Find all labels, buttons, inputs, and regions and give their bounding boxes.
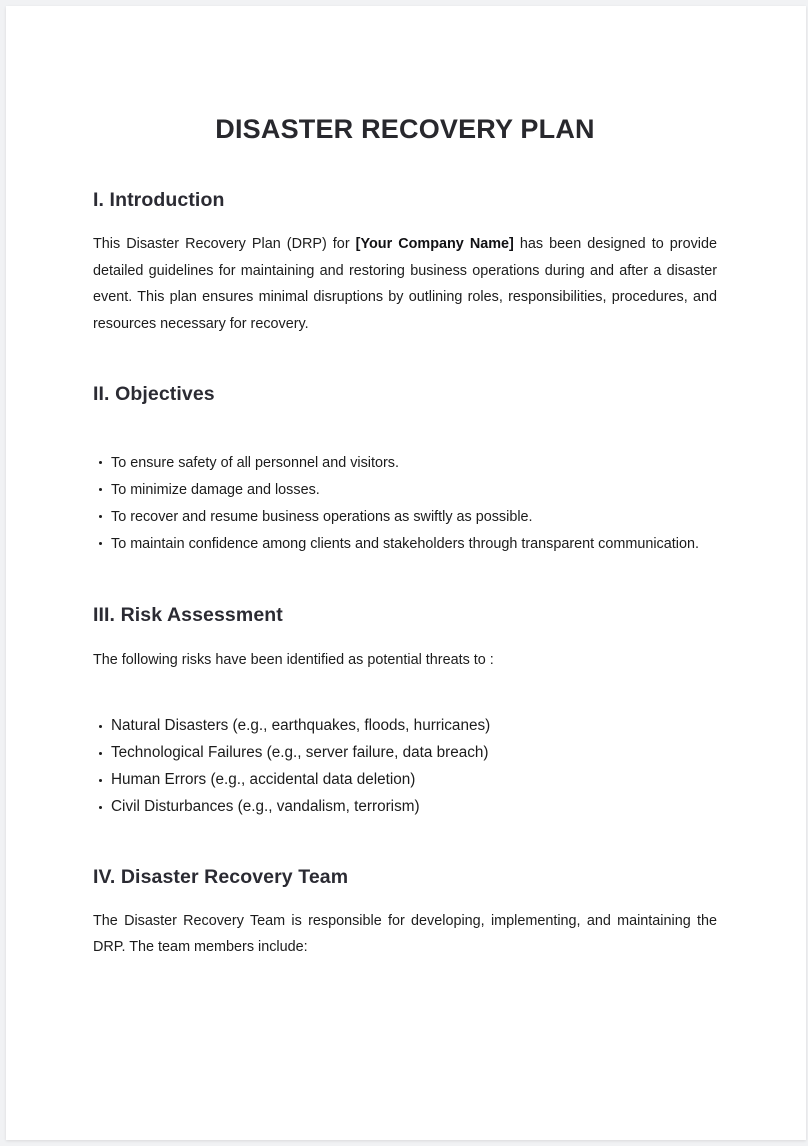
company-name-placeholder: [Your Company Name] (355, 236, 514, 252)
section-heading-risk-assessment: III. Risk Assessment (93, 603, 283, 626)
list-item: To minimize damage and losses. (93, 477, 717, 504)
section-objectives (93, 381, 717, 558)
introduction-paragraph-suffix: has been designed to provide detailed guidelines for maintaining and restoring business operations during and after a disaster event. This plan ensures minimal disruptions by outlining roles, responsibilities, procedures, and resources necessary for recovery. (93, 236, 717, 332)
list-item: Technological Failures (e.g., server failure, data breach) (93, 740, 717, 767)
introduction-paragraph (93, 231, 717, 337)
introduction-paragraph-prefix: This Disaster Recovery Plan (DRP) for (93, 236, 356, 252)
section-heading-disaster-recovery-team: IV. Disaster Recovery Team (93, 865, 349, 888)
objectives-list (93, 450, 717, 558)
section-introduction (93, 187, 717, 337)
list-item: To maintain confidence among clients and stakeholders through transparent communication. (93, 531, 717, 558)
page-title: DISASTER RECOVERY PLAN (215, 114, 595, 144)
risk-list (93, 713, 717, 821)
document-page (6, 6, 806, 1140)
section-heading-introduction: I. Introduction (93, 189, 225, 211)
risk-assessment-intro: The following risks have been identified as potential threats to : (93, 651, 494, 668)
list-item: Natural Disasters (e.g., earthquakes, floods, hurricanes) (93, 713, 717, 740)
list-item: Human Errors (e.g., accidental data deletion) (93, 767, 717, 794)
list-item: Civil Disturbances (e.g., vandalism, terrorism) (93, 794, 717, 821)
section-heading-objectives: II. Objectives (93, 383, 215, 405)
section-risk-assessment (93, 602, 717, 821)
section-disaster-recovery-team (93, 864, 717, 961)
list-item: To ensure safety of all personnel and visitors. (93, 450, 717, 477)
list-item: To recover and resume business operations as swiftly as possible. (93, 504, 717, 531)
document-content (93, 6, 717, 961)
disaster-recovery-team-paragraph: The Disaster Recovery Team is responsible for developing, implementing, and maintaining the DRP. The team members include: (93, 912, 717, 955)
